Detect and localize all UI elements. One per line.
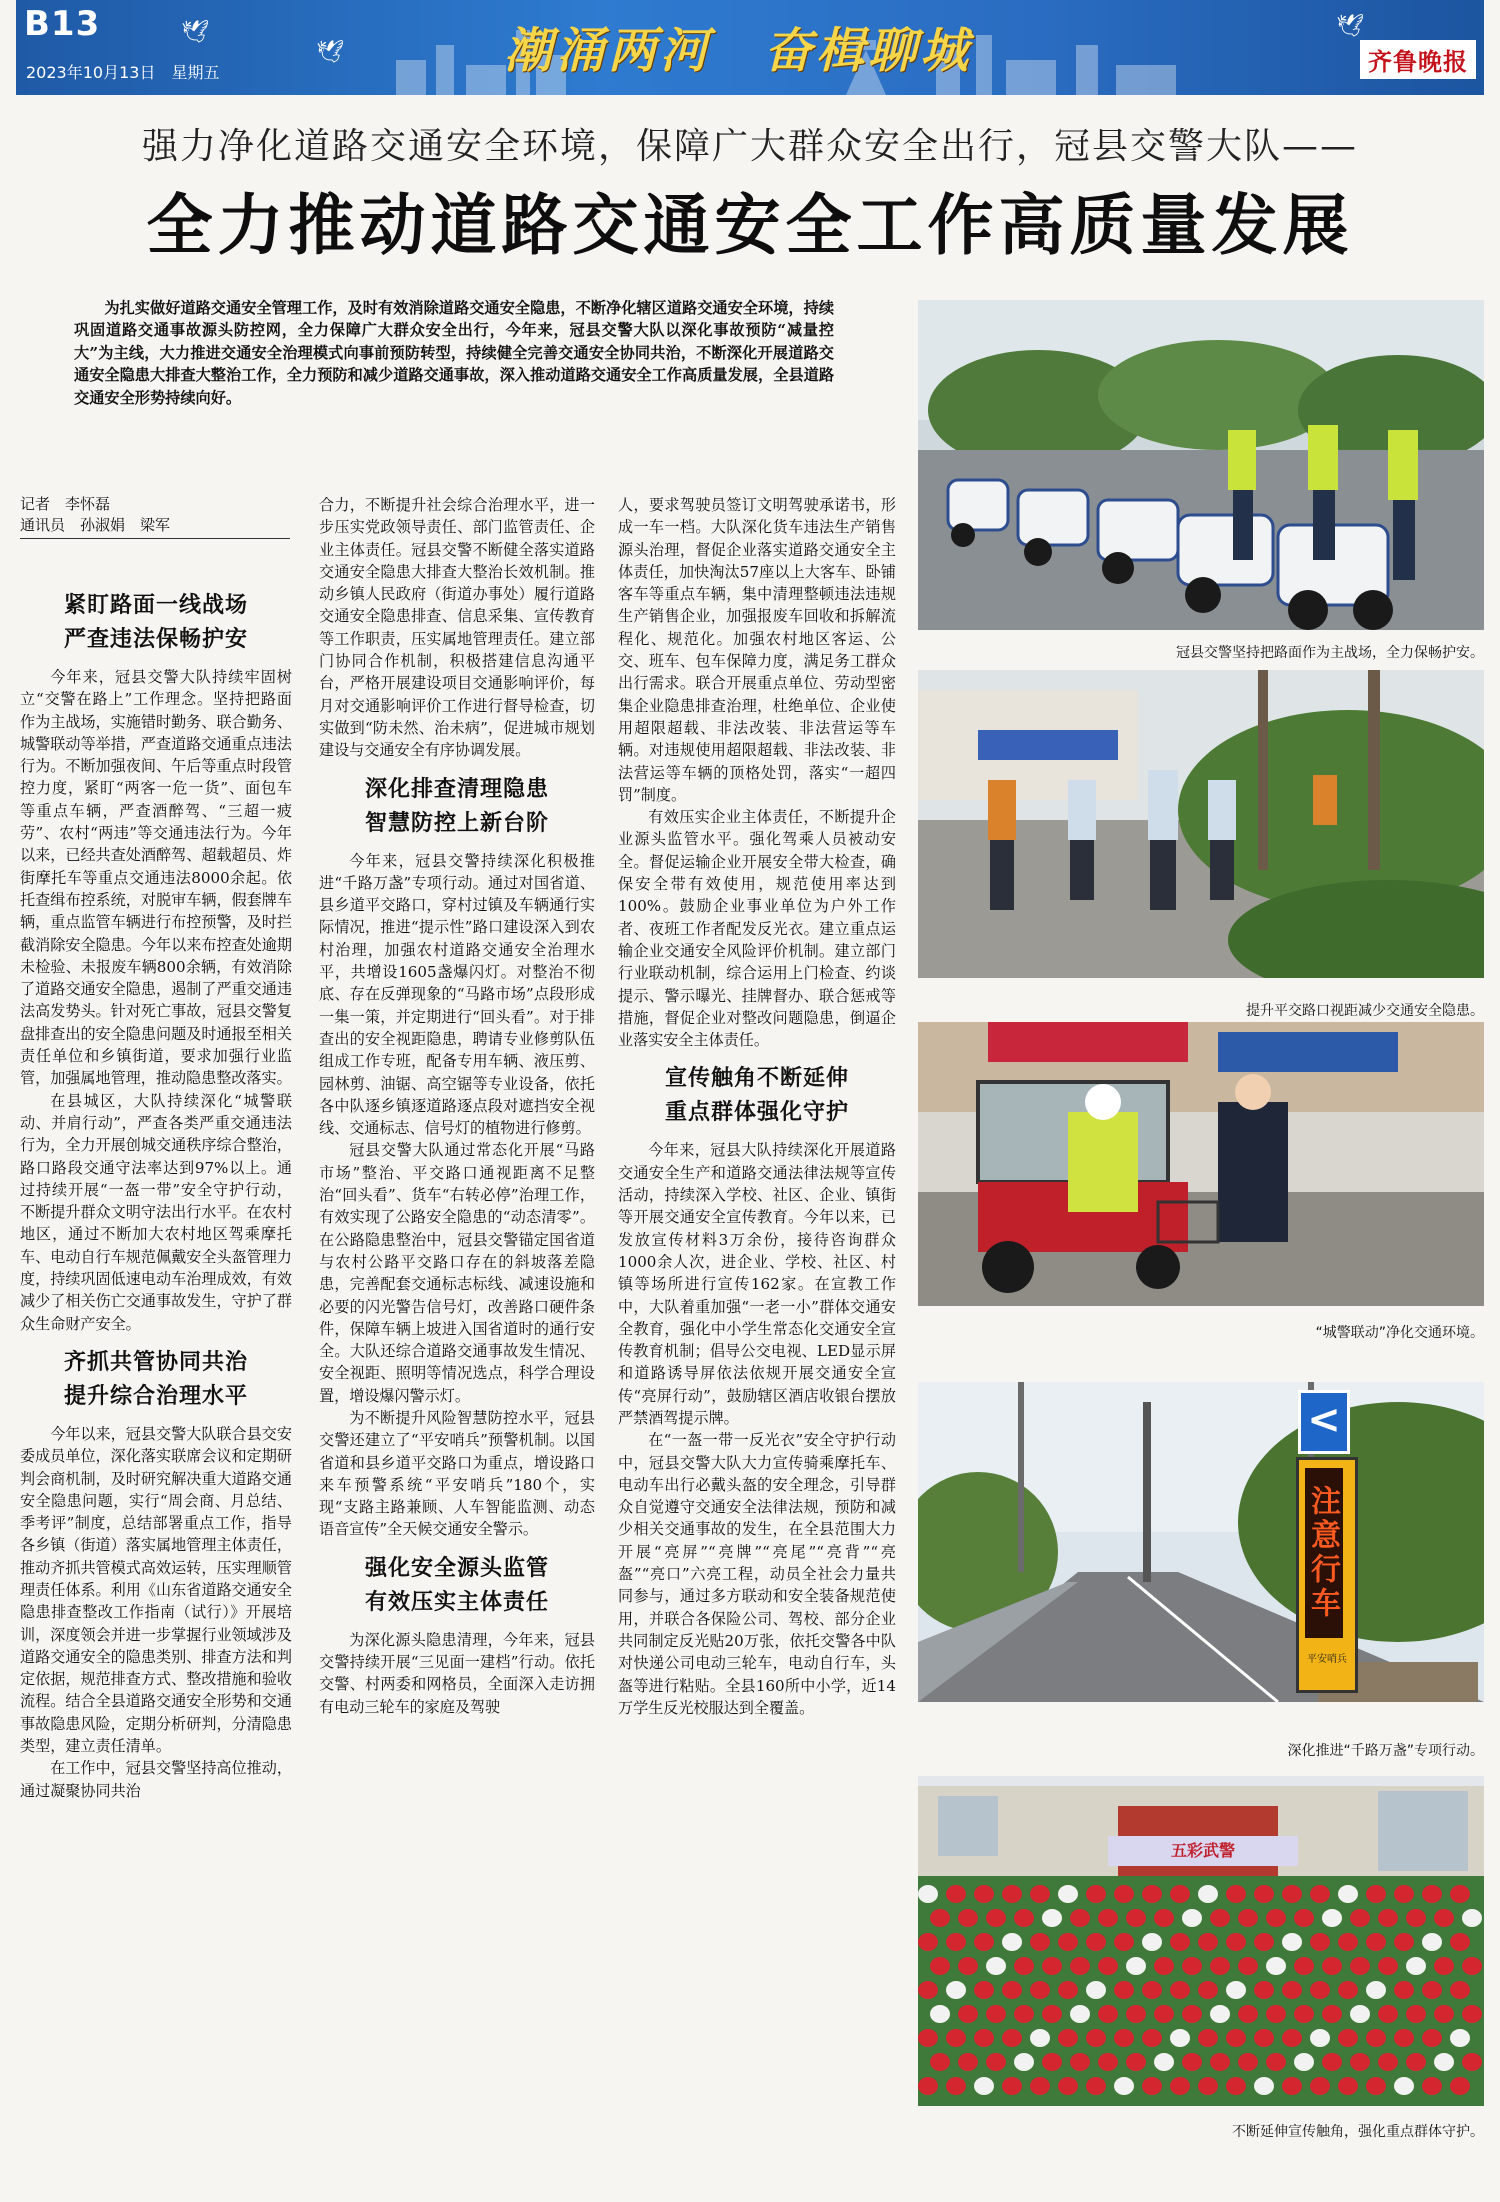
- body-paragraph: 为不断提升风险智慧防控水平，冠县交警还建立了“平安哨兵”预警机制。以国省道和县乡道平交路口为重点，增设路口来车预警系统“平安哨兵”180个，实现“支路主路兼顾、人车智能监测、动态语音宣传”全天候交通安全警示。: [319, 1408, 595, 1539]
- photo-students-assembly: [918, 1776, 1484, 2106]
- subheading: 深化排查清理隐患 智慧防控上新台阶: [364, 775, 549, 836]
- photo-caption: “城警联动”净化交通环境。: [1315, 1325, 1484, 1341]
- body-paragraph: 合力，不断提升社会综合治理水平，进一步压实党政领导责任、部门监管责任、企业主体责任。冠县交警不断健全落实道路交通安全隐患大排查大整治长效机制。推动乡镇人民政府（街道办事处）履行道路交通安全隐患排查、信息采集、宣传教育等工作职责，压实属地管理责任。建立部门协同合作机制，积极搭建信息沟通平台，严格开展建设项目交通影响评价，每月对交通影响评价工作进行督导检查，切实做到“防未然、治未病”，促进城市规划建设与交通安全有序协调发展。: [319, 496, 595, 760]
- warning-sign-subtext: 平安哨兵: [1307, 1654, 1347, 1665]
- lead-paragraph: 为扎实做好道路交通安全管理工作，及时有效消除道路交通安全隐患，不断净化辖区道路交通安全环境，持续巩固道路交通事故源头防控网，全力保障广大群众安全出行，今年来，冠县交警大队以深化事故预防“减量控大”为主线，大力推进交通安全治理模式向事前预防转型，持续健全完善交通安全协同共治，不断深化开展道路交通安全隐患大排查大整治工作，全力预防和减少道路交通事故，深入推动道路交通安全工作高质量发展，全县道路交通安全形势持续向好。: [74, 299, 834, 407]
- subheading: 宣传触角不断延伸 重点群体强化守护: [664, 1065, 849, 1126]
- article-column-3: [618, 494, 896, 1719]
- photo-caption: 提升平交路口视距减少交通安全隐患。: [1246, 1003, 1484, 1019]
- body-paragraph: 今年以来，冠县交警大队联合县交安委成员单位，深化落实联席会议和定期研判会商机制，及时研究解决重大道路交通安全隐患问题，实行“周会商、月总结、季考评”制度，总结部署重点工作，指导各乡镇（街道）落实属地管理主体责任，推动齐抓共管模式高效运转，压实理顺管理责任体系。利用《山东省道路交通安全隐患排查整改工作指南（试行）》开展培训，深度领会并进一步掌握行业领域涉及道路交通安全的隐患类别、排查方法和判定依据，规范排查方式、整改措施和验收流程。结合全县道路交通安全形势和交通事故隐患风险，定期分析研判，分清隐患类型，建立责任清单。: [20, 1424, 292, 1756]
- issue-date: 2023年10月13日 星期五: [26, 63, 220, 82]
- body-paragraph: 为深化源头隐患清理，今年来，冠县交警持续开展“三见面一建档”行动。依托交警、村两委和网格员，全面深入走访拥有电动三轮车的家庭及驾驶: [319, 1630, 595, 1716]
- section-slogan: 潮涌两河 奋楫聊城: [504, 23, 973, 79]
- body-paragraph: 今年来，冠县交警持续深化积极推进“千路万盏”专项行动。通过对国省道、县乡道平交路口，穿村过镇及车辆通行实际情况，推进“提示性”路口建设深入到农村治理，加强农村道路交通安全治理水平，共增设1605盏爆闪灯。对整治不彻底、存在反弹现象的“马路市场”点段形成一集一策，并定期进行“回头看”。对于排查出的安全视距隐患，聘请专业修剪队伍组成工作专班，配备专用车辆、液压剪、园林剪、油锯、高空锯等专业设备，依托各中队逐乡镇逐道路逐点段对遮挡安全视线、交通标志、信号灯的植物进行修剪。: [319, 851, 595, 1138]
- headline-kicker: 强力净化道路交通安全环境，保障广大群众安全出行，冠县交警大队——: [141, 126, 1358, 167]
- event-banner-text: 五彩武警: [1170, 1841, 1235, 1860]
- subheading: 紧盯路面一线战场 严查违法保畅护安: [63, 592, 248, 652]
- article-column-1: [20, 578, 292, 1802]
- photo-police-motorcycles: [918, 300, 1484, 630]
- body-paragraph: 冠县交警大队通过常态化开展“马路市场”整治、平交路口通视距离不足整治“回头看”、货车“右转必停”治理工作，有效实现了公路安全隐患的“动态清零”。在公路隐患整治中，冠县交警锚定国省道与农村公路平交路口存在的斜坡落差隐患，完善配套交通标志标线、减速设施和必要的闪光警告信号灯，改善路口硬件条件，保障车辆上坡进入国省道时的通行安全。大队还综合道路交通事故发生情况、安全视距、照明等情况选点，科学合理设置，增设爆闪警示灯。: [319, 1141, 595, 1405]
- body-paragraph: 有效压实企业主体责任，不断提升企业源头监管水平。强化驾乘人员被动安全。督促运输企业开展安全带大检查，确保安全带有效使用，规范使用率达到100%。鼓励企业事业单位为户外工作者、夜班工作者配发反光衣。建立重点运输企业交通安全风险评价机制。建立部门行业联动机制，综合运用上门检查、约谈提示、警示曝光、挂牌督办、联合惩戒等措施，督促企业对整改问题隐患，倒逼企业落实安全主体责任。: [618, 808, 896, 1050]
- photo-caption: 冠县交警坚持把路面作为主战场，全力保畅护安。: [1176, 645, 1484, 661]
- subheading: 齐抓共管协同共治 提升综合治理水平: [63, 1348, 248, 1409]
- warning-sign-text: 注意行车: [1305, 1468, 1343, 1638]
- dove-icon: 🕊: [181, 20, 209, 45]
- photo-caption: 不断延伸宣传触角，强化重点群体守护。: [1232, 2124, 1484, 2140]
- photo-caption: 深化推进“千路万盏”专项行动。: [1287, 1743, 1484, 1759]
- body-paragraph: 今年来，冠县大队持续深化开展道路交通安全生产和道路交通法律法规等宣传活动，持续深入学校、社区、企业、镇街等开展交通安全宣传教育。今年以来，已发放宣传材料3万余份，接待咨询群众1000余人次，进企业、学校、社区、村镇等场所进行宣传162家。在宣教工作中，大队着重加强“一老一小”群体交通安全教育，强化中小学生常态化交通安全宣传教育机制；倡导公交电视、LED显示屏和道路诱导屏依法依规开展交通安全宣传“亮屏行动”，鼓励辖区酒店收银台摆放严禁酒驾提示牌。: [618, 1141, 896, 1427]
- main-headline: 全力推动道路交通安全工作高质量发展: [146, 186, 1354, 264]
- reporter: 记者 李怀磊: [20, 495, 111, 513]
- newspaper-masthead: 齐鲁晚报: [1360, 40, 1476, 79]
- dove-icon: 🕊: [1336, 14, 1364, 39]
- photo-tree-trimming: [918, 670, 1484, 978]
- warning-sign-post: [1296, 1457, 1358, 1693]
- body-paragraph: 人，要求驾驶员签订文明驾驶承诺书，形成一车一档。大队深化货车违法生产销售源头治理，督促企业落实道路交通安全主体责任，加快淘汰57座以上大客车、卧铺客车等重点车辆，集中清理整顿违法违规生产销售企业，加强报废车回收和拆解流程化、规范化。加强农村地区客运、公交、班车、包车保障力度，满足务工群众出行需求。联合开展重点单位、劳动型密集企业隐患排查治理，杜绝单位、企业使用超限超载、非法改装、非法营运等车辆。对违规使用超限超载、非法改装、非法营运等车辆的顶格处罚，落实“一超四罚”制度。: [618, 496, 896, 804]
- page-number: B13: [24, 4, 101, 44]
- article-column-2: [319, 494, 595, 1718]
- dove-icon: 🕊: [316, 40, 344, 65]
- newspaper-page: [16, 0, 1484, 2202]
- body-paragraph: 在“一盔一带一反光衣”安全守护行动中，冠县交警大队大力宣传骑乘摩托车、电动车出行必戴头盔的安全理念，引导群众自觉遵守交通安全法律法规，预防和减少相关交通事故的发生，在全县范围大力开展“亮屏”“亮牌”“亮尾”“亮背”“亮盔”“亮口”六亮工程，动员全社会力量共同参与，通过多方联动和安全装备规范使用，并联合各保险公司、驾校、部分企业共同制定反光贴20万张，依托交警各中队对快递公司电动三轮车，电动自行车，头盔等进行粘贴。全县160所中小学，近14万学生反光校服达到全覆盖。: [618, 1431, 896, 1717]
- body-paragraph: 今年来，冠县交警大队持续牢固树立“交警在路上”工作理念。坚持把路面作为主战场，实施错时勤务、联合勤务、城警联动等举措，严查道路交通重点违法行为。不断加强夜间、午后等重点时段管控力度，紧盯“两客一危一货”、面包车等重点车辆，严查酒醉驾、“三超一疲劳”、农村“两违”等交通违法行为。今年以来，已经共查处酒醉驾、超载超员、炸街摩托车等重点交通违法8000余起。依托查缉布控系统，对脱审车辆，假套牌车辆，重点监管车辆进行布控预警，及时拦截消除安全隐患。今年以来布控查处逾期未检验、未报废车辆800余辆，有效消除了道路交通安全隐患，遏制了严重交通违法高发势头。针对死亡事故，冠县交警复盘排查出的安全隐患问题及时通报至相关责任单位和乡镇街道，要求加强行业监管，加强属地管理，推动隐患整改落实。: [20, 668, 292, 1088]
- body-paragraph: 在县城区，大队持续深化“城警联动、并肩行动”，严查各类严重交通违法行为，全力开展创城交通秩序综合整治，路口路段交通守法率达到97%以上。通过持续开展“一盔一带”安全守护行动，不断提升群众文明守法出行水平。在农村地区，通过不断加大农村地区驾乘摩托车、电动自行车规范佩戴安全头盔管理力度，持续巩固低速电动车治理成效，有效减少了相关伤亡交通事故发生，守护了群众生命财产安全。: [20, 1091, 292, 1333]
- subheading: 强化安全源头监管 有效压实主体责任: [364, 1554, 549, 1615]
- correspondents: 通讯员 孙淑娟 梁军: [20, 516, 171, 534]
- left-turn-sign-icon: <: [1298, 1390, 1350, 1454]
- photo-warning-sign-road: [918, 1382, 1484, 1702]
- body-paragraph: 在工作中，冠县交警坚持高位推动，通过凝聚协同共治: [20, 1759, 292, 1800]
- header-banner: [16, 0, 1484, 95]
- byline: [20, 494, 290, 539]
- photo-tricycle-inspection: [918, 1022, 1484, 1306]
